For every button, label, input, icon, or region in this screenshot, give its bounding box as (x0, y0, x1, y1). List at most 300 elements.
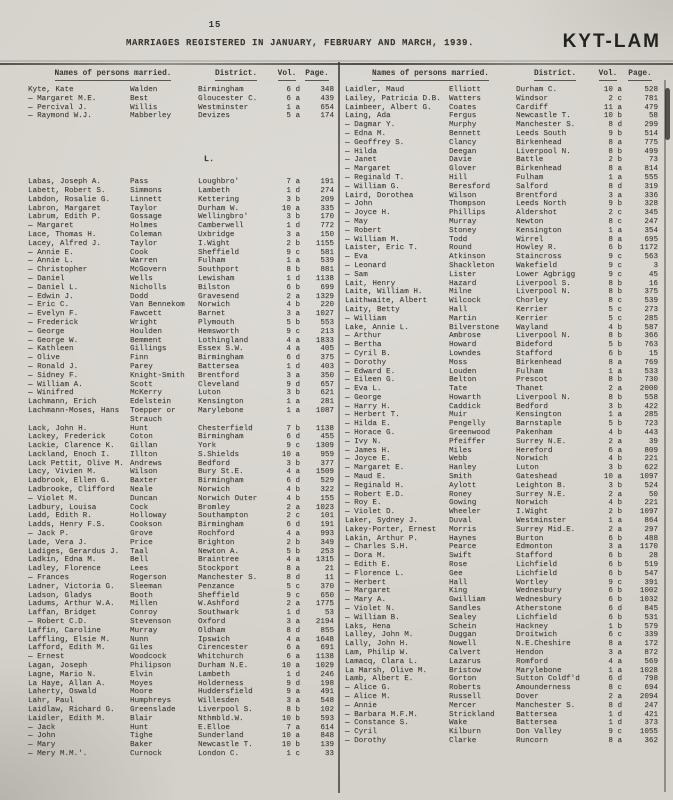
vol-cell: 8 c (608, 684, 622, 693)
spouse-cell: Bell (130, 556, 149, 565)
table-row (28, 671, 334, 680)
spouse-cell: Pearce (449, 543, 477, 552)
spouse-cell: Beresford (449, 182, 491, 191)
page-cell: 1097 (639, 508, 658, 517)
vol-cell: 8 d (608, 701, 622, 710)
page-cell: 1055 (639, 728, 658, 737)
page-cell: 772 (320, 222, 334, 231)
spouse-cell: Sleeman (130, 582, 162, 591)
name-cell: — Charles S.H. (345, 543, 409, 552)
name-cell: Lade, Vera J. (28, 538, 88, 547)
district-cell: Manchester S. (198, 574, 258, 583)
page-cell: 479 (644, 103, 658, 112)
page-cell: 1329 (315, 292, 334, 301)
page-cell: 15 (648, 349, 658, 358)
table-row (345, 165, 658, 174)
name-cell: Lakey-Porter, Ernest (345, 525, 437, 534)
left-column-rows (28, 86, 334, 759)
marriages-table-right-column (345, 70, 658, 746)
table-row (28, 86, 334, 95)
spouse-cell: Fawcett (130, 310, 162, 319)
district-cell: Wednesbury (516, 596, 562, 605)
header-district: District. (198, 70, 274, 86)
table-row (345, 499, 658, 508)
spouse-cell: Grove (130, 530, 153, 539)
spouse-cell: Scott (130, 380, 153, 389)
page-cell: 375 (320, 354, 334, 363)
table-row (28, 249, 334, 258)
vol-cell: 6 d (286, 354, 300, 363)
table-row (345, 473, 658, 482)
name-cell: — Robert C.D. (28, 618, 88, 627)
district-cell: Kerrier (516, 314, 548, 323)
page-cell: 53 (324, 609, 334, 618)
vol-cell: 5 c (286, 582, 300, 591)
district-cell: Bromley (198, 503, 230, 512)
vol-cell: 3 a (608, 543, 622, 552)
page-cell: 848 (320, 732, 334, 741)
page-cell: 1028 (639, 666, 658, 675)
spouse-cell: Warren (130, 257, 158, 266)
spouse-cell: Smith (449, 473, 472, 482)
spouse-cell: Mabberley (130, 112, 172, 121)
vol-cell: 7 b (286, 424, 300, 433)
table-row (345, 183, 658, 192)
spouse-cell: Greenslade (130, 706, 176, 714)
page-cell: 809 (644, 446, 658, 455)
name-cell: — Daniel (28, 274, 65, 283)
page-cell: 657 (320, 380, 334, 389)
district-cell: Hemsworth (198, 327, 240, 336)
name-cell: Laffling, Elsie M. (28, 635, 111, 644)
header-names: Names of persons married. (28, 70, 198, 86)
page-cell: 763 (644, 341, 658, 350)
table-row (28, 495, 334, 504)
name-cell: — Edward E. (345, 367, 396, 376)
table-row (28, 266, 334, 275)
spouse-cell: Cook (130, 248, 149, 257)
name-cell: — Cyril (345, 728, 377, 737)
spouse-cell: Willis (130, 103, 158, 112)
spouse-cell: Bilverstone (449, 323, 500, 332)
district-cell: Marylebone (516, 666, 562, 675)
vol-cell: 4 b (608, 499, 622, 508)
name-cell: Ladkin, Edna M. (28, 556, 97, 565)
page-cell: 488 (644, 534, 658, 543)
district-cell: Howley R. (516, 244, 558, 253)
district-cell: Brentford (516, 191, 558, 200)
name-cell: Lachmann-Moses, Hans (28, 406, 120, 415)
vol-cell: 2 a (608, 385, 622, 394)
vol-cell: 6 b (608, 561, 622, 570)
table-row (345, 684, 658, 693)
vol-cell: 6 b (608, 349, 622, 358)
district-cell: Oldham (198, 626, 226, 635)
name-cell: — Joyce H. (345, 209, 391, 218)
name-cell: — Jack P. (28, 530, 70, 539)
spouse-cell: Moyes (130, 679, 153, 688)
vol-cell: 2 a (286, 600, 300, 609)
name-cell: — Annie L. (28, 257, 74, 266)
district-cell: Fulham (516, 367, 544, 376)
name-cell: — Horace G. (345, 429, 396, 438)
table-row (345, 121, 658, 130)
district-cell: Gloucester C. (198, 94, 258, 103)
page-cell: 443 (644, 429, 658, 438)
page-cell: 319 (644, 182, 658, 191)
spouse-cell: Wilson (130, 468, 158, 477)
name-cell: — Robert (345, 226, 382, 235)
spouse-cell: Thompson (449, 200, 486, 209)
district-cell: Penzance (198, 582, 235, 591)
table-row (28, 354, 334, 363)
page-cell: 2194 (315, 618, 334, 627)
page-cell: 299 (644, 121, 658, 130)
name-cell: — Violet M. (28, 494, 79, 503)
district-cell: Lewisham (198, 274, 235, 283)
name-cell: Laidlaw, Richard G. (28, 706, 115, 714)
table-row (345, 253, 658, 262)
vol-cell: 3 a (286, 371, 300, 380)
district-cell: York (198, 442, 217, 451)
table-row (28, 556, 334, 565)
table-row (28, 407, 334, 425)
district-cell: Bideford (516, 341, 553, 350)
district-cell: Birkenhead (516, 358, 562, 367)
district-cell: Newton A. (198, 547, 240, 556)
vol-cell: 3 b (286, 459, 300, 468)
page-cell: 50 (648, 490, 658, 499)
page-cell: 539 (320, 257, 334, 266)
district-cell: Uxbridge (198, 230, 235, 239)
name-cell: — John (28, 732, 56, 741)
district-cell: Kensington (516, 226, 562, 235)
section-letter: L. (203, 154, 215, 165)
district-cell: Devizes (198, 112, 230, 121)
vol-cell: 8 b (286, 266, 300, 275)
name-cell: — Roy E. (345, 499, 382, 508)
page-cell: 1509 (315, 468, 334, 477)
vol-cell: 9 c (608, 578, 622, 587)
page-cell: 555 (644, 173, 658, 182)
table-row (345, 227, 658, 236)
vol-cell: 8 d (608, 182, 622, 191)
name-cell: Labrum, Edith P. (28, 213, 101, 222)
table-row (345, 139, 658, 148)
table-row (345, 236, 658, 245)
table-row (28, 460, 334, 469)
table-row (28, 583, 334, 592)
vol-cell: 1 a (286, 398, 300, 407)
page-cell: 1097 (639, 473, 658, 482)
name-cell: — William B. (345, 613, 400, 622)
table-row (28, 468, 334, 477)
table-row (28, 231, 334, 240)
table-row (345, 491, 658, 500)
page-cell: 350 (320, 371, 334, 380)
page-cell: 348 (320, 86, 334, 94)
name-cell: Lafford, Edith M. (28, 644, 106, 653)
spouse-cell: Baxter (130, 477, 158, 486)
name-cell: — Hilda (345, 147, 377, 156)
page-cell: 375 (644, 288, 658, 297)
district-cell: Droitwich (516, 631, 558, 640)
spouse-cell: Kilburn (449, 728, 481, 737)
page-cell: 528 (644, 86, 658, 94)
name-cell: Lack Pettit, Olive M. (28, 459, 124, 468)
table-row (28, 548, 334, 557)
name-cell: Lahr, Paul (28, 697, 74, 706)
vol-cell: 2 b (608, 156, 622, 165)
district-cell: Romford (516, 657, 548, 666)
district-cell: Birmingham (198, 477, 244, 486)
district-cell: Liverpool S. (198, 706, 253, 714)
table-row (345, 112, 658, 121)
page-cell: 1172 (639, 244, 658, 253)
vol-cell: 2 b (286, 239, 300, 248)
page-cell: 58 (648, 112, 658, 121)
vol-cell: 6 b (608, 534, 622, 543)
page-cell: 297 (644, 525, 658, 534)
table-row (28, 293, 334, 302)
spouse-cell: Hill (449, 173, 468, 182)
district-cell: Burton (516, 534, 544, 543)
table-row (345, 640, 658, 649)
vol-cell: 6 b (608, 569, 622, 578)
district-cell: Durham W. (198, 204, 240, 213)
vol-cell: 4 a (286, 345, 300, 354)
district-cell: Lothingland (198, 336, 249, 345)
page-cell: 1023 (315, 503, 334, 512)
vol-cell: 3 b (286, 389, 300, 398)
name-cell: Lamacq, Clara L. (345, 657, 418, 666)
spouse-cell: Taylor (130, 239, 158, 248)
table-row (345, 675, 658, 684)
district-cell: Surrey N.E. (516, 490, 567, 499)
page-cell: 45 (648, 270, 658, 279)
spouse-cell: Gowing (449, 499, 477, 508)
table-row (345, 508, 658, 517)
spouse-cell: Round (449, 244, 472, 253)
page-cell: 593 (320, 714, 334, 723)
spouse-cell: Nunn (130, 635, 149, 644)
district-cell: Liverpool N. (516, 288, 571, 297)
vol-cell: 8 a (608, 138, 622, 147)
spouse-cell: McGovern (130, 266, 167, 275)
name-cell: Ladums, Arthur W.A. (28, 600, 115, 609)
district-cell: London C. (198, 749, 240, 758)
district-cell: Battersea (516, 719, 558, 728)
name-cell: Lackland, Enoch I. (28, 450, 111, 459)
page-cell: 864 (644, 517, 658, 526)
vol-cell: 8 a (608, 235, 622, 244)
name-cell: — George W. (28, 336, 79, 345)
spouse-cell: Bristow (449, 666, 481, 675)
page-cell: 33 (324, 749, 334, 758)
table-row (345, 649, 658, 658)
table-row (345, 306, 658, 315)
name-cell: Lacy, Vivien M. (28, 468, 97, 477)
vol-cell: 1 a (608, 517, 622, 526)
table-row (28, 381, 334, 390)
page-cell: 694 (644, 684, 658, 693)
page-cell: 21 (324, 565, 334, 574)
table-row (28, 301, 334, 310)
page-cell: 581 (320, 248, 334, 257)
name-cell: — Florence L. (345, 569, 405, 578)
name-cell: Lake, Annie L. (345, 323, 409, 332)
vol-cell: 9 c (286, 591, 300, 600)
name-cell: Ladbrook, Ellen G. (28, 477, 111, 486)
name-cell: — Ernest (28, 653, 65, 662)
name-cell: — Edwin J. (28, 292, 74, 301)
vol-cell: 8 b (608, 376, 622, 385)
spouse-cell: Miles (449, 446, 472, 455)
page-cell: 328 (644, 200, 658, 209)
name-cell: — Frances (28, 574, 70, 583)
vol-cell: 2 a (608, 692, 622, 701)
vol-cell: 10 a (281, 662, 300, 671)
spouse-cell: Hall (449, 305, 468, 314)
page-cell: 274 (320, 186, 334, 195)
page-cell: 345 (644, 209, 658, 218)
district-cell: Leighton B. (516, 481, 567, 490)
vol-cell: 4 b (608, 323, 622, 332)
name-cell: — Margaret (345, 165, 391, 174)
district-cell: Battersea (198, 362, 240, 371)
district-cell: Newcastle T. (198, 741, 253, 750)
district-cell: S.Shields (198, 450, 240, 459)
page-cell: 798 (644, 675, 658, 684)
vol-cell: 7 a (286, 178, 300, 187)
vol-cell: 1 d (608, 719, 622, 728)
district-cell: Lower Agbrigg (516, 270, 576, 279)
spouse-cell: Calvert (449, 649, 481, 657)
page-cell: 621 (320, 389, 334, 398)
spouse-cell: Andrews (130, 459, 162, 468)
vol-cell: 11 a (603, 103, 622, 112)
district-cell: Luton (516, 464, 539, 473)
page-cell: 855 (320, 626, 334, 635)
spouse-cell: Coates (449, 103, 477, 112)
vol-cell: 4 a (286, 635, 300, 644)
table-row (28, 95, 334, 104)
vol-cell: 6 c (608, 631, 622, 640)
district-cell: Essex S.W. (198, 345, 244, 354)
vol-cell: 3 a (608, 191, 622, 200)
header-vol: Vol. (594, 70, 622, 86)
spouse-cell: Baker (130, 741, 153, 750)
district-cell: Westminster (516, 517, 567, 526)
name-cell: Kyte, Kate (28, 86, 74, 94)
name-cell: — Dorothy (345, 358, 387, 367)
vol-cell: 10 b (603, 112, 622, 121)
vol-cell: 2 a (608, 437, 622, 446)
page-cell: 1315 (315, 556, 334, 565)
spouse-cell: Best (130, 94, 149, 103)
page-cell: 221 (644, 455, 658, 464)
spouse-cell: Stevenson (130, 618, 172, 627)
vol-cell: 1 a (608, 666, 622, 675)
spouse-cell: Hazard (449, 279, 477, 288)
spouse-cell: Philipson (130, 662, 172, 671)
spouse-cell: Linnett (130, 195, 162, 204)
page-cell: 373 (644, 719, 658, 728)
name-cell: — Alice M. (345, 692, 391, 701)
column-header (28, 70, 334, 86)
table-row (345, 429, 658, 438)
name-cell: — Ronald J. (28, 362, 79, 371)
table-row (28, 724, 334, 733)
page-cell: 769 (644, 358, 658, 367)
district-cell: Norwich Outer (198, 494, 258, 503)
page-cell: 354 (644, 226, 658, 235)
district-cell: Birmingham (198, 354, 244, 363)
name-cell: Laister, Eric T. (345, 244, 418, 253)
spouse-cell: Mercer (449, 701, 477, 710)
district-cell: Sutton Coldf'd (516, 675, 580, 684)
spouse-cell: Morris (449, 525, 477, 534)
vol-cell: 2 c (608, 209, 622, 218)
vol-cell: 6 b (608, 552, 622, 561)
name-cell: — Christopher (28, 266, 88, 275)
vol-cell: 4 a (286, 336, 300, 345)
vol-cell: 8 a (608, 640, 622, 649)
district-cell: E.Elloe (198, 723, 230, 732)
spouse-cell: Webb (449, 455, 468, 464)
table-row (28, 310, 334, 319)
name-cell: Laherty, Oswald (28, 688, 97, 697)
page-cell: 514 (644, 129, 658, 138)
vol-cell: 6 d (286, 477, 300, 486)
page-cell: 2094 (639, 692, 658, 701)
vol-cell: 3 b (608, 402, 622, 411)
name-cell: — George (28, 327, 65, 336)
name-cell: — Harry H. (345, 402, 391, 411)
vol-cell: 2 c (608, 94, 622, 103)
vol-cell: 6 a (286, 644, 300, 653)
name-cell: — Percival J. (28, 103, 88, 112)
spouse-cell: Gorton (449, 675, 477, 684)
vol-cell: 6 b (286, 283, 300, 292)
page-cell: 246 (320, 670, 334, 679)
district-cell: Cirencester (198, 644, 249, 653)
name-cell: Ladiges, Gerardus J. (28, 547, 120, 556)
name-cell: — Barbara M.F.M. (345, 710, 418, 719)
table-row (345, 420, 658, 429)
name-cell: Labas, Joseph A. (28, 178, 101, 187)
district-cell: Stafford (516, 552, 553, 561)
spouse-cell: Holmes (130, 222, 158, 231)
name-cell: — Annie (345, 701, 377, 710)
spouse-cell: Glover (449, 165, 477, 174)
table-row (28, 319, 334, 328)
table-row (345, 332, 658, 341)
spouse-cell: Humphreys (130, 697, 172, 706)
page-cell: 622 (644, 464, 658, 473)
table-row (345, 411, 658, 420)
district-cell: Lichfield (516, 561, 558, 570)
district-cell: Dover (516, 692, 539, 701)
name-cell: — Robert E.D. (345, 490, 405, 499)
vol-cell: 8 a (608, 165, 622, 174)
name-cell: — Reginald T. (345, 173, 405, 182)
page-cell: 1032 (639, 596, 658, 605)
page-cell: 1833 (315, 336, 334, 345)
district-cell: Brentford (198, 371, 240, 380)
table-row (345, 104, 658, 113)
spouse-cell: Pfeiffer (449, 437, 486, 446)
